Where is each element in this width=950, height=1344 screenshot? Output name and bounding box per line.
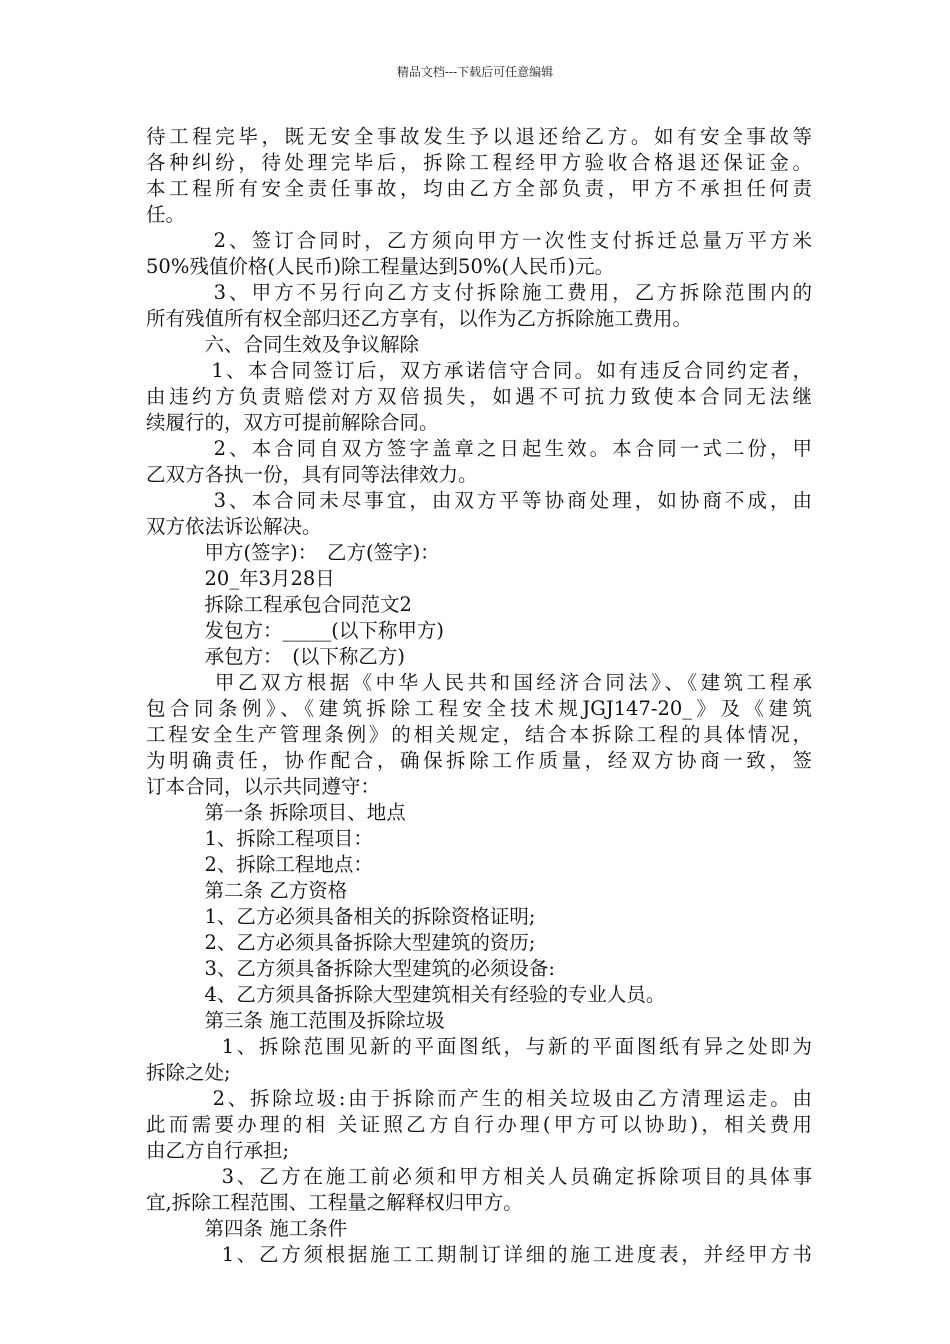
text-line: 3、乙方在施工前必须和甲方相关人员确定拆除项目的具体事 [146,1165,812,1188]
text-line: 宜,拆除工程范围、工程量之解释权归甲方。 [146,1191,523,1214]
text-line: 乙双方各执一份，具有同等法律效力。 [146,463,478,486]
page-header: 精品文档---下载后可任意编辑 [396,65,554,79]
text-line: 任。 [146,203,186,226]
text-line: 2、拆除工程地点： [146,853,373,876]
text-line: 订本合同，以示共同遵守： [146,775,381,798]
text-line: 待工程完毕，既无安全事故发生予以退还给乙方。如有安全事故等 [146,125,812,148]
text-line: 2、拆除垃圾:由于拆除而产生的相关垃圾由乙方清理运走。由 [146,1087,812,1110]
text-line: 六、合同生效及争议解除 [146,333,420,356]
text-line: 本工程所有安全责任事故，均由乙方全部负责，甲方不承担任何责 [146,177,812,200]
text-line: 由乙方自行承担; [146,1139,290,1162]
text-line: 3、本合同未尽事宜，由双方平等协商处理，如协商不成，由 [146,489,812,512]
text-line: 发包方：_____(以下称甲方) [146,619,444,642]
text-line: 第二条 乙方资格 [146,879,348,902]
text-line: 拆除工程承包合同范文2 [146,593,412,616]
text-line: 2、签订合同时，乙方须向甲方一次性支付拆迁总量万平方米 [146,229,812,252]
text-line: 所有残值所有权全部归还乙方享有，以作为乙方拆除施工费用。 [146,307,693,330]
text-line: 工程安全生产管理条例》的相关规定，结合本拆除工程的具体情况， [146,723,812,746]
text-line: 1、乙方必须具备相关的拆除资格证明; [146,905,536,928]
text-line: 2、本合同自双方签字盖章之日起生效。本合同一式二份，甲 [146,437,812,460]
text-line: 承包方： (以下称乙方) [146,645,405,668]
text-line: 各种纠纷，待处理完毕后，拆除工程经甲方验收合格退还保证金。 [146,151,812,174]
text-line: 此而需要办理的相 关证照乙方自行办理(甲方可以协助)，相关费用 [146,1113,812,1136]
text-line: 第一条 拆除项目、地点 [146,801,406,824]
text-line: 20_年3月28日 [146,567,335,590]
text-line: 3、甲方不另行向乙方支付拆除施工费用，乙方拆除范围内的 [146,281,812,304]
text-line: 第三条 施工范围及拆除垃圾 [146,1009,445,1032]
text-line: 拆除之处; [146,1061,231,1084]
text-line: 1、拆除工程项目： [146,827,373,850]
text-line: 4、乙方须具备拆除大型建筑相关有经验的专业人员。 [146,983,666,1006]
text-line: 包合同条例》、《建筑拆除工程安全技术规JGJ147-20_》及《建筑 [146,697,812,720]
text-line: 50%残值价格(人民币)除工程量达到50%(人民币)元。 [146,255,615,278]
text-line: 由违约方负责赔偿对方双倍损失，如遇不可抗力致使本合同无法继 [146,385,812,408]
text-line: 续履行的，双方可提前解除合同。 [146,411,439,434]
text-line: 第四条 施工条件 [146,1217,348,1240]
text-line: 1、乙方须根据施工工期制订详细的施工进度表，并经甲方书 [146,1243,812,1266]
text-line: 2、乙方必须具备拆除大型建筑的资历; [146,931,536,954]
text-line: 双方依法诉讼解决。 [146,515,322,538]
text-line: 为明确责任，协作配合，确保拆除工作质量，经双方协商一致，签 [146,749,812,772]
text-line: 1、本合同签订后，双方承诺信守合同。如有违反合同约定者， [146,359,812,382]
text-line: 3、乙方须具备拆除大型建筑的必须设备: [146,957,555,980]
text-line: 甲乙双方根据《中华人民共和国经济合同法》、《建筑工程承 [146,671,812,694]
text-line: 甲方(签字)： 乙方(签字)： [146,541,440,564]
document-body [146,124,812,1268]
text-line: 1、拆除范围见新的平面图纸，与新的平面图纸有异之处即为 [146,1035,812,1058]
